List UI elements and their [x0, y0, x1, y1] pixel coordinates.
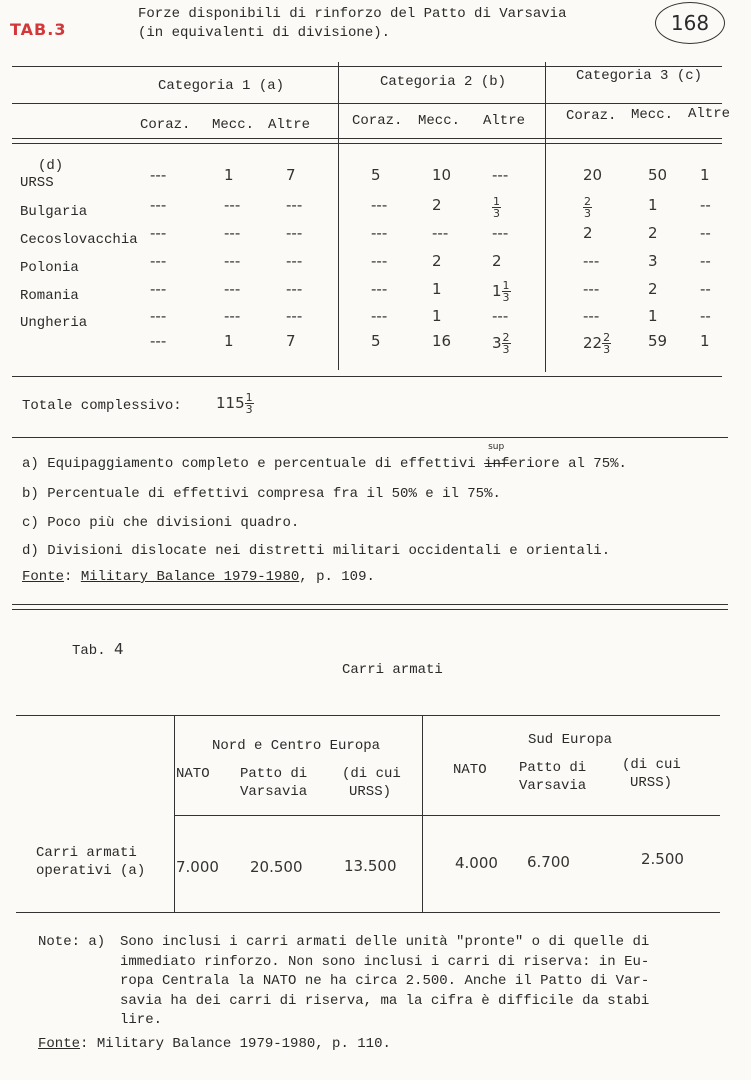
table3-header-rule	[12, 138, 722, 139]
table3-category-rule	[12, 103, 722, 104]
nato-north-value: 7.000	[176, 858, 219, 876]
table3-cell: ---	[286, 307, 303, 325]
cat1-altre-header: Altre	[268, 117, 311, 133]
table3-cell: ---	[371, 280, 388, 298]
table3-cell: ---	[286, 252, 303, 270]
table3-cell: 1	[432, 280, 442, 298]
table3-cell: ---	[492, 307, 509, 325]
table3-cell: 2	[432, 196, 442, 214]
note-line-4: savia ha dei carri di riserva, ma la cifra è difficile da stabi	[120, 993, 650, 1009]
footnote-d: d) Divisioni dislocate nei distretti militari occidentali e orientali.	[22, 543, 611, 559]
table3-cell: --	[700, 224, 711, 242]
table3-cell: ---	[150, 280, 167, 298]
table3-cell: ---	[371, 224, 388, 242]
cat3-mecc-header: Mecc.	[631, 107, 674, 123]
table3-cell: ---	[224, 224, 241, 242]
cat1-coraz-header: Coraz.	[140, 117, 191, 133]
country-ungheria: Ungheria	[20, 315, 88, 331]
table3-cell: ---	[492, 166, 509, 184]
table3-total-cell: 1	[700, 332, 710, 350]
table3-header-rule-double	[12, 143, 722, 144]
table3-source: Fonte: Military Balance 1979-1980, p. 109.	[22, 569, 375, 585]
country-romania: Romania	[20, 288, 79, 304]
nato-south-value: 4.000	[455, 854, 498, 872]
table3-cell: --	[700, 280, 711, 298]
table4-bottom-rule	[16, 912, 720, 913]
table3-cell: 1	[648, 196, 658, 214]
table3-cell: 1	[224, 166, 234, 184]
col-urss-north-l1: (di cui	[342, 766, 401, 782]
col-pact-south-l1: Patto di	[519, 760, 587, 776]
table3-bottom-rule	[12, 376, 722, 377]
note-prefix: Note: a)	[38, 934, 106, 950]
section-divider-rule-double	[12, 609, 728, 610]
table3-cell: ---	[492, 224, 509, 242]
category-2-header: Categoria 2 (b)	[380, 74, 507, 90]
table3-cell: 2	[648, 280, 658, 298]
handwritten-correction: sup	[488, 442, 505, 452]
col-nato-north: NATO	[176, 766, 210, 782]
table3-divider-2	[545, 62, 546, 372]
table3-cell: ---	[286, 196, 303, 214]
region-south: Sud Europa	[528, 732, 613, 748]
table3-cell: 1 $\frac{1}{3}$	[492, 279, 510, 304]
urss-south-value: 2.500	[641, 850, 684, 868]
col-pact-north-l2: Varsavia	[240, 784, 308, 800]
tab3-handwritten-label: TAB.3	[10, 20, 67, 39]
note-line-1: Sono inclusi i carri armati delle unità "pronte" o di quelle di	[120, 934, 650, 950]
table3-cell: ---	[150, 307, 167, 325]
row-label-line1: Carri armati	[36, 845, 137, 861]
table3-total-cell: 22 $\frac{2}{3}$	[583, 331, 611, 356]
table3-cell: ---	[432, 224, 449, 242]
table3-cell: 7	[286, 166, 296, 184]
cat2-altre-header: Altre	[483, 113, 526, 129]
table3-cell: ---	[150, 166, 167, 184]
table4-source: Fonte: Military Balance 1979-1980, p. 110.	[38, 1036, 391, 1052]
table3-divider-1	[338, 62, 339, 370]
table3-cell: ---	[286, 280, 303, 298]
note-line-5: lire.	[120, 1012, 163, 1028]
table3-cell: ---	[371, 252, 388, 270]
table3-total-cell: 3 $\frac{2}{3}$	[492, 331, 510, 356]
cat3-altre-header: Altre	[688, 106, 731, 122]
table3-cell: ---	[371, 307, 388, 325]
table3-total-cell: 16	[432, 332, 452, 350]
country-cecoslovacchia: Cecoslovacchia	[20, 232, 138, 248]
table3-total-cell: 7	[286, 332, 296, 350]
table3-cell: 2	[492, 252, 502, 270]
table3-cell: 50	[648, 166, 668, 184]
footnote-b: b) Percentuale di effettivi compresa fra il 50% e il 75%.	[22, 486, 501, 502]
region-north-central: Nord e Centro Europa	[212, 738, 381, 754]
grand-total-value: 115 $\frac{1}{3}$	[216, 391, 253, 416]
footnote-a: a) Equipaggiamento completo e percentuale di effettivi inf sup eriore al 75%.	[22, 442, 627, 472]
table3-cell: 10	[432, 166, 452, 184]
table3-cell: ---	[150, 196, 167, 214]
col-urss-south-l1: (di cui	[622, 757, 681, 773]
table3-cell: 2	[648, 224, 658, 242]
col-pact-north-l1: Patto di	[240, 766, 308, 782]
table3-cell: --	[700, 252, 711, 270]
table3-cell: ---	[150, 224, 167, 242]
table4-header-rule	[174, 815, 720, 816]
table3-cell: 5	[371, 166, 381, 184]
col-nato-south: NATO	[453, 762, 487, 778]
table3-cell: 2	[432, 252, 442, 270]
table3-total-cell: ---	[150, 332, 167, 350]
grand-total-label: Totale complessivo:	[22, 398, 182, 414]
table3-cell: ---	[224, 252, 241, 270]
pact-south-value: 6.700	[527, 853, 570, 871]
footnote-d-marker: (d)	[38, 158, 64, 174]
table3-cell: ---	[224, 280, 241, 298]
table3-cell: $\frac{2}{3}$	[584, 195, 591, 220]
table3-cell: 1	[432, 307, 442, 325]
table3-cell: ---	[286, 224, 303, 242]
category-1-header: Categoria 1 (a)	[158, 78, 285, 94]
table3-cell: 2	[583, 224, 593, 242]
table3-cell: ---	[371, 196, 388, 214]
col-urss-south-l2: URSS)	[630, 775, 673, 791]
table3-total-cell: 59	[648, 332, 668, 350]
footnotes-top-rule	[12, 437, 728, 438]
footnote-c: c) Poco più che divisioni quadro.	[22, 515, 300, 531]
note-line-2: immediato rinforzo. Non sono inclusi i carri di riserva: in Eu-	[120, 954, 650, 970]
section-divider-rule	[12, 604, 728, 605]
table3-cell: ---	[583, 307, 600, 325]
table3-total-cell: 1	[224, 332, 234, 350]
country-polonia: Polonia	[20, 260, 79, 276]
table3-title-line1: Forze disponibili di rinforzo del Patto di Varsavia	[138, 6, 567, 22]
table3-cell: ---	[224, 196, 241, 214]
col-urss-north-l2: URSS)	[349, 784, 392, 800]
country-bulgaria: Bulgaria	[20, 204, 88, 220]
table3-total-cell: 5	[371, 332, 381, 350]
table3-top-rule	[12, 66, 722, 67]
tab4-label: Tab. 4	[72, 640, 124, 659]
table3-cell: 1	[700, 166, 710, 184]
table3-cell: 20	[583, 166, 603, 184]
table3-cell: ---	[583, 280, 600, 298]
cat2-mecc-header: Mecc.	[418, 113, 461, 129]
table3-cell: --	[700, 196, 711, 214]
table3-cell: 1	[648, 307, 658, 325]
table4-top-rule	[16, 715, 720, 716]
table3-cell: $\frac{1}{3}$	[493, 195, 500, 220]
urss-north-value: 13.500	[344, 857, 397, 875]
cat3-coraz-header: Coraz.	[566, 108, 617, 124]
table3-cell: ---	[583, 252, 600, 270]
table4-divider-regions	[422, 715, 423, 912]
table3-cell: 3	[648, 252, 658, 270]
table3-cell: ---	[150, 252, 167, 270]
table3-title-line2: (in equivalenti di divisione).	[138, 25, 391, 41]
cat1-mecc-header: Mecc.	[212, 117, 255, 133]
cat2-coraz-header: Coraz.	[352, 113, 403, 129]
country-urss: URSS	[20, 175, 54, 191]
table3-cell: --	[700, 307, 711, 325]
table4-divider-label	[174, 715, 175, 912]
page-number-circle: 168	[655, 2, 725, 44]
table4-title: Carri armati	[342, 662, 443, 678]
category-3-header: Categoria 3 (c)	[576, 68, 703, 84]
pact-north-value: 20.500	[250, 858, 303, 876]
note-line-3: ropa Centrala la NATO ne ha circa 2.500. Anche il Patto di Var-	[120, 973, 650, 989]
row-label-line2: operativi (a)	[36, 863, 146, 879]
table3-cell: ---	[224, 307, 241, 325]
col-pact-south-l2: Varsavia	[519, 778, 587, 794]
